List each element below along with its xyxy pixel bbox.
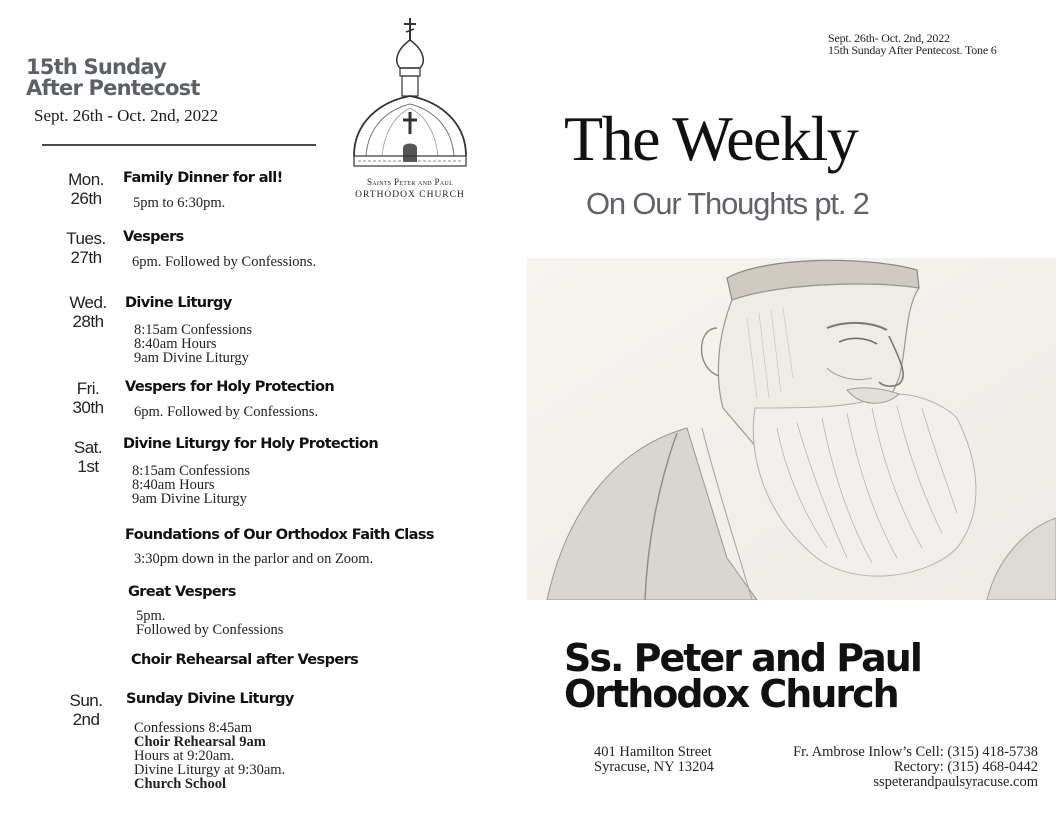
detail-line: Followed by Confessions — [136, 622, 284, 638]
event-title: Vespers — [123, 229, 184, 245]
event-title: Sunday Divine Liturgy — [126, 691, 294, 707]
detail-line: Choir Rehearsal 9am — [134, 734, 266, 750]
address-street: 401 Hamilton Street — [594, 744, 712, 760]
event-detail: 6pm. Followed by Confessions. — [132, 254, 317, 270]
newsletter-title: The Weekly — [564, 103, 858, 174]
newsletter-subtitle: On Our Thoughts pt. 2 — [586, 186, 869, 221]
day-name: Mon. — [68, 170, 104, 189]
heading-line-2: After Pentecost — [26, 76, 200, 100]
day-date: 2nd — [72, 710, 100, 729]
heading-divider — [42, 144, 316, 146]
event-detail: 5pm to 6:30pm. — [133, 195, 226, 211]
church-name — [564, 636, 921, 716]
day-name: Sun. — [69, 691, 103, 710]
day-name: Wed. — [69, 293, 107, 312]
detail-line: Confessions 8:45am — [134, 720, 253, 736]
logo-wordmark — [340, 176, 480, 202]
event-title: Family Dinner for all! — [123, 170, 283, 186]
detail-line: 8:15am Confessions — [132, 463, 251, 479]
heading-line-1: 15th Sunday — [26, 55, 166, 79]
church-name-line-1: Ss. Peter and Paul — [564, 636, 921, 680]
priest-cell: Fr. Ambrose Inlow’s Cell: (315) 418-5738 — [793, 744, 1038, 760]
event-detail — [134, 323, 252, 365]
heading-dates: Sept. 26th - Oct. 2nd, 2022 — [34, 106, 219, 125]
issue-info — [828, 32, 997, 56]
bulletin-heading — [26, 57, 200, 99]
great-vespers-detail — [136, 609, 283, 637]
logo-line-1: Saints Peter and Paul — [366, 177, 454, 187]
issue-dates: Sept. 26th- Oct. 2nd, 2022 — [828, 31, 950, 45]
church-address — [594, 745, 714, 775]
day-label-monday — [56, 170, 116, 208]
class-title: Foundations of Our Orthodox Faith Class — [125, 527, 434, 543]
choir-rehearsal-title: Choir Rehearsal after Vespers — [131, 652, 359, 668]
day-label-tuesday — [56, 229, 116, 267]
event-title: Vespers for Holy Protection — [125, 379, 335, 395]
day-date: 26th — [70, 189, 102, 208]
elder-portrait-sketch-image — [527, 258, 1056, 600]
detail-line: 5pm. — [136, 608, 166, 624]
issue-tone: 15th Sunday After Pentecost. Tone 6 — [828, 43, 997, 57]
website-link[interactable]: sspeterandpaulsyracuse.com — [873, 774, 1038, 790]
detail-line: Hours at 9:20am. — [134, 748, 235, 764]
day-date: 27th — [70, 248, 102, 267]
day-date: 1st — [77, 457, 99, 476]
day-label-wednesday — [58, 293, 118, 331]
day-label-sunday — [56, 691, 116, 729]
event-title: Divine Liturgy — [125, 295, 232, 311]
class-detail: 3:30pm down in the parlor and on Zoom. — [134, 551, 374, 567]
event-detail — [134, 721, 285, 791]
detail-line: 9am Divine Liturgy — [134, 350, 249, 366]
day-date: 28th — [72, 312, 104, 331]
contact-info — [793, 745, 1038, 790]
detail-line: Divine Liturgy at 9:30am. — [134, 762, 286, 778]
day-name: Fri. — [76, 379, 100, 398]
church-dome-logo-icon — [348, 16, 472, 176]
day-name: Tues. — [66, 229, 106, 248]
event-title: Divine Liturgy for Holy Protection — [123, 436, 379, 452]
great-vespers-title: Great Vespers — [128, 584, 236, 600]
event-detail: 6pm. Followed by Confessions. — [134, 404, 319, 420]
rectory-phone: Rectory: (315) 468-0442 — [893, 759, 1038, 775]
detail-line: 8:40am Hours — [132, 477, 215, 493]
detail-line: 8:15am Confessions — [134, 322, 253, 338]
day-date: 30th — [72, 398, 104, 417]
church-name-line-2: Orthodox Church — [564, 672, 898, 716]
detail-line: 8:40am Hours — [134, 336, 217, 352]
address-city: Syracuse, NY 13204 — [594, 759, 714, 775]
day-label-saturday — [58, 438, 118, 476]
logo-line-2: ORTHODOX CHURCH — [355, 190, 465, 200]
detail-line: Church School — [134, 776, 226, 792]
day-name: Sat. — [73, 438, 103, 457]
event-detail — [132, 464, 250, 506]
detail-line: 9am Divine Liturgy — [132, 491, 247, 507]
day-label-friday — [58, 379, 118, 417]
